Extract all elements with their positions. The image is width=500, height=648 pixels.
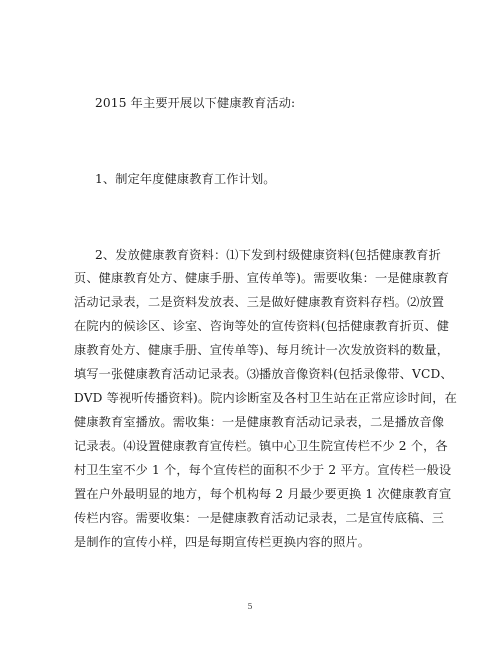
item-2-line: 页、健康教育处方、健康手册、宣传单等)。需要收集：一是健康教育 bbox=[74, 271, 450, 285]
item-2-line: 2、发放健康教育资料：⑴下发到村级健康资料(包括健康教育折 bbox=[95, 248, 441, 262]
item-2-line: 在院内的候诊区、诊室、咨询等处的宣传资料(包括健康教育折页、健 bbox=[74, 319, 450, 333]
item-2-line: 填写一张健康教育活动记录表。⑶播放音像资料(包括录像带、VCD、 bbox=[74, 367, 453, 381]
item-2-line: 康教育处方、健康手册、宣传单等)、每月统计一次发放资料的数量， bbox=[74, 343, 450, 357]
intro-line: 2015 年主要开展以下健康教育活动: bbox=[95, 96, 296, 110]
item-2-line: 传栏内容。需要收集：一是健康教育活动记录表，二是宣传底稿、三 bbox=[74, 511, 445, 525]
item-2-line: 置在户外最明显的地方，每个机构每 2 月最少要更换 1 次健康教育宣 bbox=[74, 487, 452, 501]
item-2-line: 村卫生室不少 1 个，每个宣传栏的面积不少于 2 平方。宣传栏一般设 bbox=[74, 463, 452, 477]
item-2-line: 健康教育室播放。需收集：一是健康教育活动记录表，二是播放音像 bbox=[74, 415, 445, 429]
item-2-line: 是制作的宣传小样，四是每期宣传栏更换内容的照片。 bbox=[74, 535, 371, 549]
item-1-line: 1、制定年度健康教育工作计划。 bbox=[95, 172, 276, 186]
item-2-line: DVD 等视听传播资料)。院内诊断室及各村卫生站在正常应诊时间，在 bbox=[74, 391, 457, 405]
page-number: 5 bbox=[247, 602, 253, 611]
item-2-line: 记录表。⑷设置健康教育宣传栏。镇中心卫生院宣传栏不少 2 个，各 bbox=[74, 439, 448, 453]
item-2-line: 活动记录表，二是资料发放表、三是做好健康教育资料存档。⑵放置 bbox=[74, 295, 445, 309]
